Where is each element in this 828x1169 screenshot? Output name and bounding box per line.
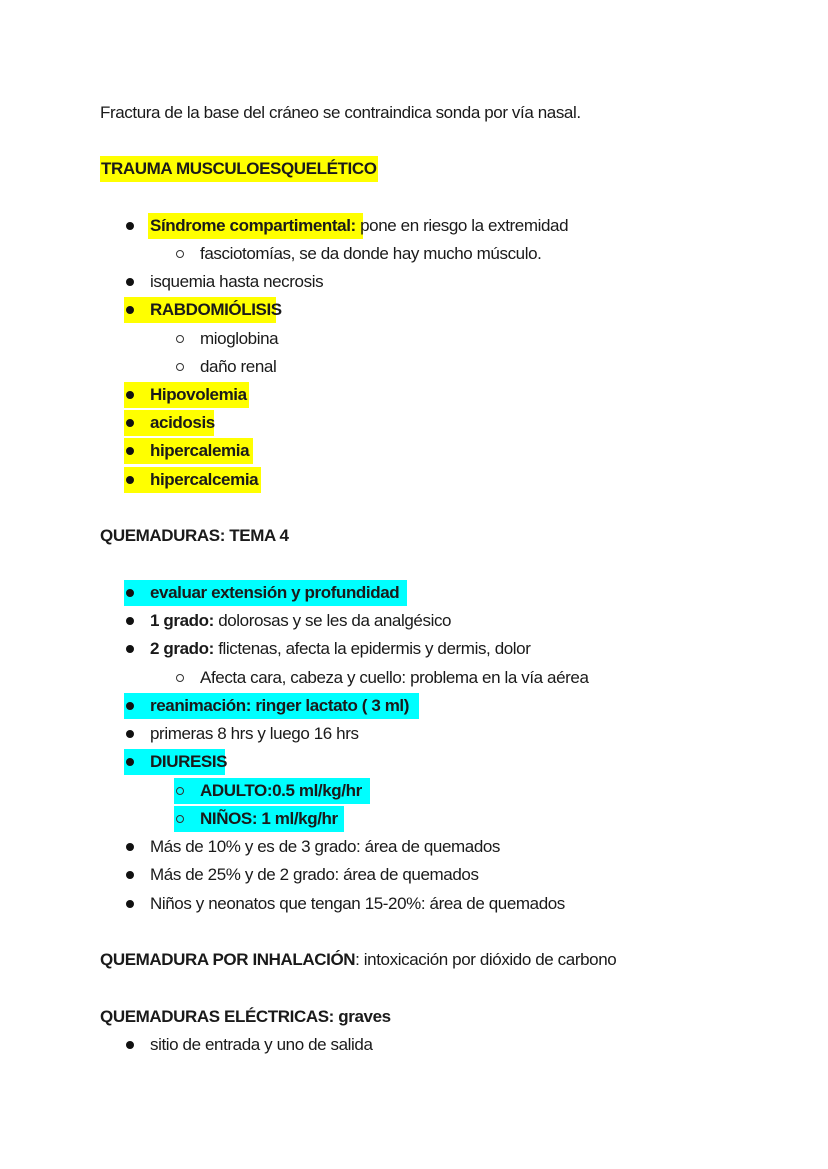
list-item: 2 grado: flictenas, afecta la epidermis y dermis, dolor [0, 636, 828, 662]
intro-paragraph: Fractura de la base del cráneo se contraindica sonda por vía nasal. [100, 103, 581, 122]
list-item: Hipovolemia [0, 382, 828, 408]
hollow-bullet-icon [176, 335, 184, 343]
list-item: hipercalemia [0, 438, 828, 464]
list-item: Más de 10% y es de 3 grado: área de quemados [0, 834, 828, 860]
list-item: reanimación: ringer lactato ( 3 ml) [0, 693, 828, 719]
bullet-icon [126, 222, 134, 230]
bullet-icon [126, 617, 134, 625]
sub-list-item: fasciotomías, se da donde hay mucho músculo. [0, 241, 828, 267]
bullet-icon [126, 1041, 134, 1049]
list-item: DIURESIS [0, 749, 828, 775]
bullet-icon [126, 476, 134, 484]
sub-list-item: daño renal [0, 354, 828, 380]
inhalacion-paragraph: QUEMADURA POR INHALACIÓN: intoxicación por dióxido de carbono [100, 950, 617, 969]
list-item: primeras 8 hrs y luego 16 hrs [0, 721, 828, 747]
section-heading-quemaduras: QUEMADURAS: TEMA 4 [100, 526, 289, 545]
list-item: evaluar extensión y profundidad [0, 580, 828, 606]
list-item: Niños y neonatos que tengan 15-20%: área de quemados [0, 891, 828, 917]
bullet-icon [126, 391, 134, 399]
section-heading-trauma [100, 156, 378, 182]
hollow-bullet-icon [176, 250, 184, 258]
list-item: Más de 25% y de 2 grado: área de quemados [0, 862, 828, 888]
bullet-icon [126, 871, 134, 879]
bullet-icon [126, 306, 134, 314]
hollow-bullet-icon [176, 787, 184, 795]
bullet-icon [126, 758, 134, 766]
bullet-icon [126, 278, 134, 286]
bullet-icon [126, 843, 134, 851]
sub-list-item: ADULTO:0.5 ml/kg/hr [0, 778, 828, 804]
list-item: isquemia hasta necrosis [0, 269, 828, 295]
bullet-icon [126, 702, 134, 710]
list-item: hipercalcemia [0, 467, 828, 493]
list-item: 1 grado: dolorosas y se les da analgésico [0, 608, 828, 634]
bullet-icon [126, 589, 134, 597]
list-item: RABDOMIÓLISIS [0, 297, 828, 323]
sub-list-item: mioglobina [0, 326, 828, 352]
sub-list-item: Afecta cara, cabeza y cuello: problema en la vía aérea [0, 665, 828, 691]
hollow-bullet-icon [176, 363, 184, 371]
list-item: acidosis [0, 410, 828, 436]
bullet-icon [126, 419, 134, 427]
bullet-icon [126, 447, 134, 455]
section-heading-electricas: QUEMADURAS ELÉCTRICAS: graves [100, 1007, 391, 1026]
list-item: Síndrome compartimental: pone en riesgo la extremidad [0, 213, 828, 239]
list-item: sitio de entrada y uno de salida [0, 1032, 828, 1058]
bullet-icon [126, 645, 134, 653]
bullet-icon [126, 730, 134, 738]
bullet-icon [126, 900, 134, 908]
heading-text: TRAUMA MUSCULOESQUELÉTICO [100, 156, 378, 182]
hollow-bullet-icon [176, 815, 184, 823]
hollow-bullet-icon [176, 674, 184, 682]
sub-list-item: NIÑOS: 1 ml/kg/hr [0, 806, 828, 832]
